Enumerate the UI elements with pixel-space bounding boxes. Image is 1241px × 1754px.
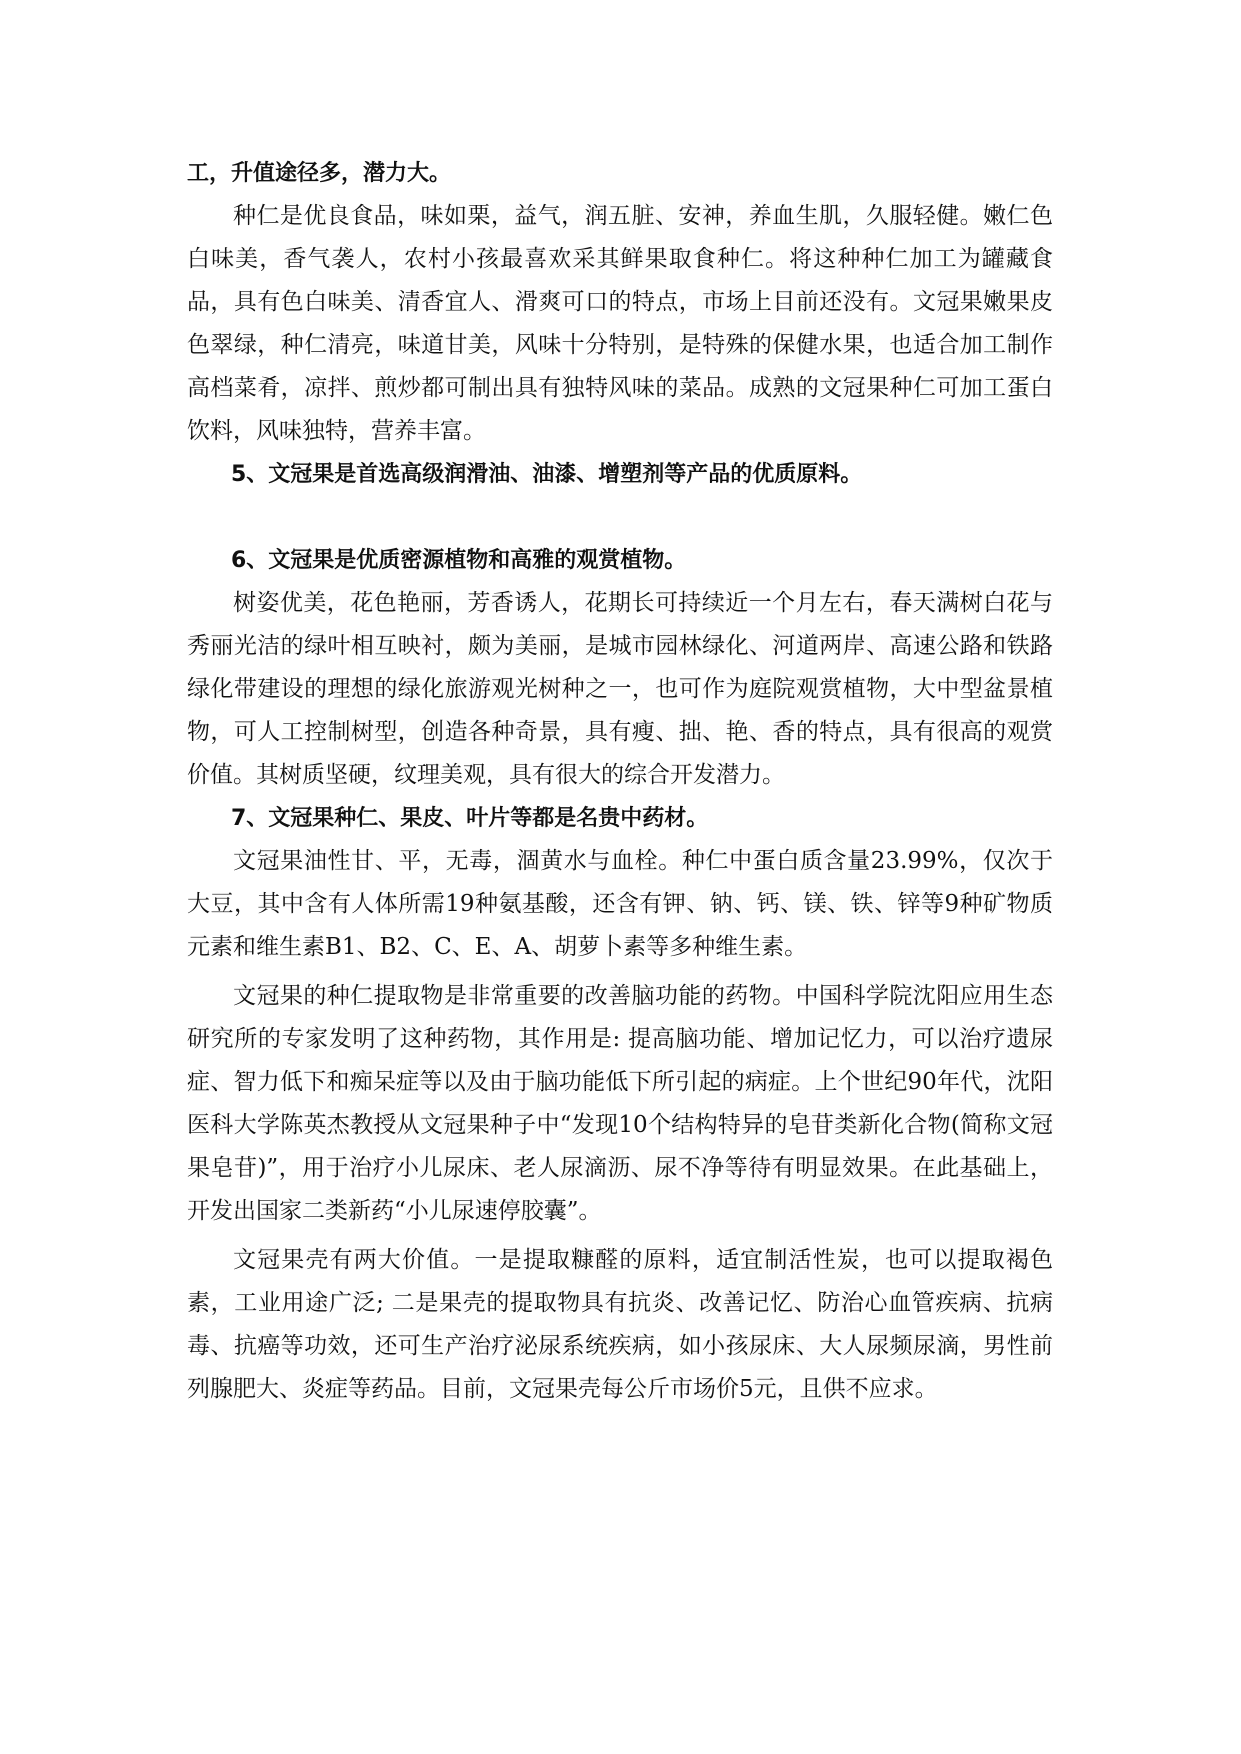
section-heading-5: 5、文冠果是首选高级润滑油、油漆、增塑剂等产品的优质原料。: [231, 462, 863, 487]
paragraph-ornamental-plant: 树姿优美，花色艳丽，芳香诱人，花期长可持续近一个月左右，春天满树白花与秀丽光洁的绿叶相互映衬，颇为美丽，是城市园林绿化、河道两岸、高速公路和铁路绿化带建设的理想的绿化旅游观光树种之一，也可作为庭院观赏植物，大中型盆景植物，可人工控制树型，创造各种奇景，具有瘦、拙、艳、香的特点，具有很高的观赏价值。其树质坚硬，纹理美观，具有很大的综合开发潜力。: [187, 590, 1053, 788]
section-heading-6: 6、文冠果是优质密源植物和高雅的观赏植物。: [231, 548, 687, 573]
paragraph-oil-nutrition: 文冠果油性甘、平，无毒，涸黄水与血栓。种仁中蛋白质含量23.99%，仅次于大豆，其中含有人体所需19种氨基酸，还含有钾、钠、钙、镁、铁、锌等9种矿物质元素和维生素B1、B2、C、E、A、胡萝卜素等多种维生素。: [187, 848, 1053, 960]
paragraph-brain-function-medicine: 文冠果的种仁提取物是非常重要的改善脑功能的药物。中国科学院沈阳应用生态研究所的专家发明了这种药物，其作用是: 提高脑功能、增加记忆力，可以治疗遗尿症、智力低下和痴呆症等以及由于脑功能低下所引起的病症。上个世纪90年代，沈阳医科大学陈英杰教授从文冠果种子中“发现10个结构特异的皂苷类新化合物(简称文冠果皂苷)”，用于治疗小儿尿床、老人尿滴沥、尿不净等待有明显效果。在此基础上，开发出国家二类新药“小儿尿速停胶囊”。: [187, 983, 1053, 1224]
document-page: [187, 152, 1053, 1411]
continued-heading-text: 工，升值途径多，潜力大。: [187, 161, 452, 186]
paragraph-seed-kernel-food: 种仁是优良食品，味如栗，益气，润五脏、安神，养血生肌，久服轻健。嫩仁色白味美，香气袭人，农村小孩最喜欢采其鲜果取食种仁。将这种种仁加工为罐藏食品，具有色白味美、清香宜人、滑爽可口的特点，市场上目前还没有。文冠果嫩果皮色翠绿，种仁清亮，味道甘美，风味十分特别，是特殊的保健水果，也适合加工制作高档菜肴，凉拌、煎炒都可制出具有独特风味的菜品。成熟的文冠果种仁可加工蛋白饮料，风味独特，营养丰富。: [187, 203, 1053, 444]
section-heading-7: 7、文冠果种仁、果皮、叶片等都是名贵中药材。: [231, 806, 709, 831]
paragraph-fruit-shell-value: 文冠果壳有两大价值。一是提取糠醛的原料，适宜制活性炭，也可以提取褐色素，工业用途广泛; 二是果壳的提取物具有抗炎、改善记忆、防治心血管疾病、抗病毒、抗癌等功效，还可生产治疗泌尿系统疾病，如小孩尿床、大人尿频尿滴，男性前列腺肥大、炎症等药品。目前，文冠果壳每公斤市场价5元，且供不应求。: [187, 1247, 1053, 1402]
section-gap: [187, 496, 1053, 539]
